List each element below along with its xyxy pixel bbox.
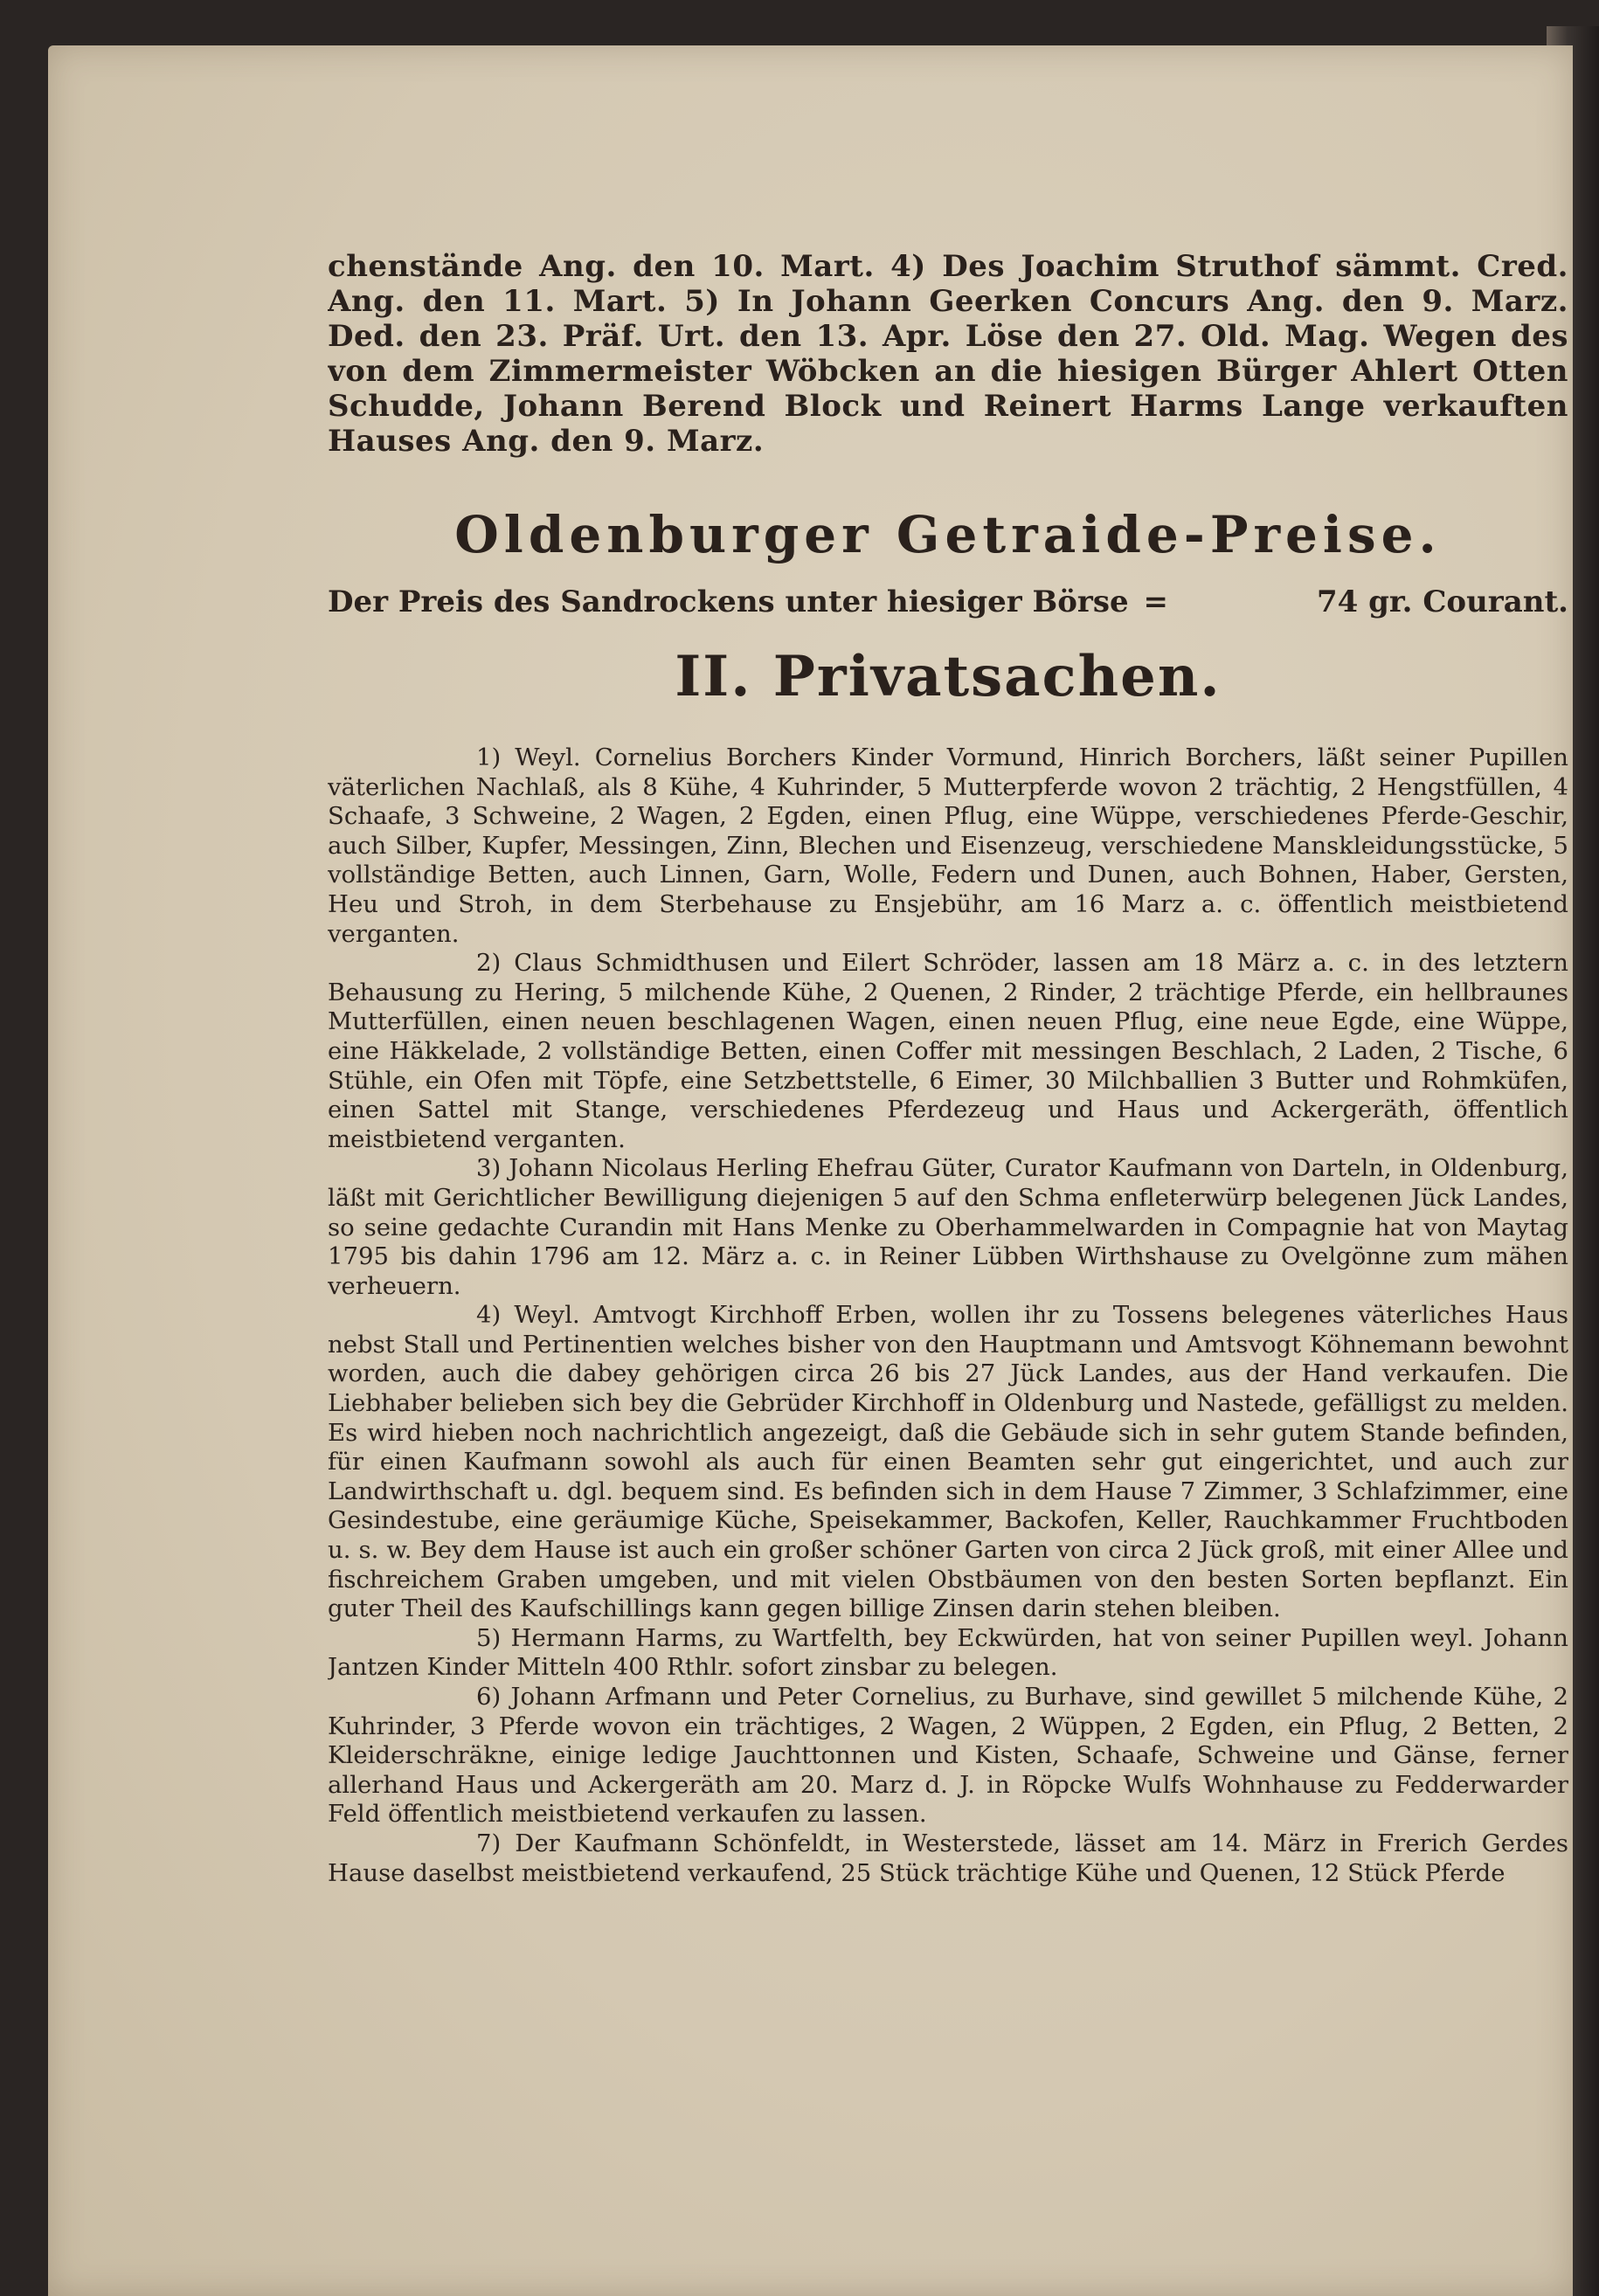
price-value: 74 gr. Courant. [1316, 584, 1568, 619]
private-matters-heading: II. Privatsachen. [675, 644, 1222, 709]
notice-item: 4) Weyl. Amtvogt Kirchhoff Erben, wollen ihr zu Tossens belegenes väterliches Haus nebst Stall und Pertinentien welches bisher von den Hauptmann und Amtsvogt Köhnemann bewohnt worden, auch die dabey gehörigen circa 26 bis 27 Jück Landes, aus der Hand verkaufen. Die Liebhaber belieben sich bey die Gebrüder Kirchhoff in Oldenburg und Nastede, gefälligst zu melden. Es wird hieben noch nachrichtlich angezeigt, daß die Gebäude sich in sehr gutem Stande befinden, für einen Kaufmann sowohl als auch für einen Beamten sehr gut eingerichtet, und auch zur Landwirthschaft u. dgl. bequem sind. Es befinden sich in dem Hause 7 Zimmer, 3 Schlafzimmer, eine Gesindestube, eine geräumige Küche, Speisekammer, Backofen, Keller, Rauchkammer Fruchtboden u. s. w. Bey dem Hause ist auch ein großer schöner Garten von circa 2 Jück groß, mit einer Allee und fischreichem Graben umgeben, und mit vielen Obstbäumen von den besten Sorten bepflanzt. Ein guter Theil des Kaufschillings kann gegen billige Zinsen darin stehen bleiben. [328, 1301, 1568, 1623]
price-leader: = [1143, 584, 1168, 619]
notices-list [328, 743, 1568, 1888]
page-content [328, 249, 1568, 2293]
top-paragraph: chenstände Ang. den 10. Mart. 4) Des Joachim Struthof sämmt. Cred. Ang. den 11. Mart. 5) In Johann Geerken Concurs Ang. den 9. Marz. Ded. den 23. Präf. Urt. den 13. Apr. Löse den 27. Old. Mag. Wegen des von dem Zimmermeister Wöbcken an die hiesigen Bürger Ahlert Otten Schudde, Johann Berend Block und Reinert Harms Lange verkauften Hauses Ang. den 9. Marz. [328, 249, 1568, 459]
price-label: Der Preis des Sandrockens unter hiesiger Börse [328, 584, 1129, 619]
notice-item: 7) Der Kaufmann Schönfeldt, in Westerstede, lässet am 14. März in Frerich Gerdes Hause daselbst meistbietend verkaufend, 25 Stück trächtige Kühe und Quenen, 12 Stück Pferde [328, 1829, 1568, 1887]
notice-item: 5) Hermann Harms, zu Wartfelth, bey Eckwürden, hat von seiner Pupillen weyl. Johann Jantzen Kinder Mitteln 400 Rthlr. sofort zinsbar zu belegen. [328, 1623, 1568, 1682]
scan-background-top [48, 0, 1599, 45]
notice-item: 6) Johann Arfmann und Peter Cornelius, zu Burhave, sind gewillet 5 milchende Kühe, 2 Kuhrinder, 3 Pferde wovon ein trächtiges, 2 Wagen, 2 Wüppen, 2 Egden, ein Pflug, 2 Betten, 2 Kleiderschräkne, einige ledige Jauchttonnen und Kisten, Schaafe, Schweine und Gänse, ferner allerhand Haus und Ackergeräth am 20. Marz d. J. in Röpcke Wulfs Wohnhause zu Fedderwarder Feld öffentlich meistbietend verkaufen zu lassen. [328, 1683, 1568, 1829]
notice-item: 2) Claus Schmidthusen und Eilert Schröder, lassen am 18 März a. c. in des letztern Behausung zu Hering, 5 milchende Kühe, 2 Quenen, 2 Rinder, 2 trächtige Pferde, ein hellbraunes Mutterfüllen, einen neuen beschlagenen Wagen, einen neuen Pflug, eine neue Egde, eine Wüppe, eine Häkkelade, 2 vollständige Betten, einen Coffer mit messingen Beschlach, 2 Laden, 2 Tische, 6 Stühle, ein Ofen mit Töpfe, eine Setzbettstelle, 6 Eimer, 30 Milchballien 3 Butter und Rohmküfen, einen Sattel mit Stange, verschiedenes Pferdezeug und Haus und Ackergeräth, öffentlich meistbietend verganten. [328, 949, 1568, 1153]
grain-prices-heading: Oldenburger Getraide-Preise. [454, 505, 1442, 564]
price-line [328, 583, 1568, 621]
notice-item: 3) Johann Nicolaus Herling Ehefrau Güter, Curator Kaufmann von Darteln, in Oldenburg, läßt mit Gerichtlicher Bewilligung diejenigen 5 auf den Schma enfleterwürp belegenen Jück Landes, so seine gedachte Curandin mit Hans Menke zu Oberhammelwarden in Compagnie hat von Maytag 1795 bis dahin 1796 am 12. März a. c. in Reiner Lübben Wirthshause zu Ovelgönne zum mähen verheuern. [328, 1154, 1568, 1300]
notice-item: 1) Weyl. Cornelius Borchers Kinder Vormund, Hinrich Borchers, läßt seiner Pupillen väterlichen Nachlaß, als 8 Kühe, 4 Kuhrinder, 5 Mutterpferde wovon 2 trächtig, 2 Hengstfüllen, 4 Schaafe, 3 Schweine, 2 Wagen, 2 Egden, einen Pflug, eine Wüppe, verschiedenes Pferde-Geschir, auch Silber, Kupfer, Messingen, Zinn, Blechen und Eisenzeug, verschiedene Manskleidungsstücke, 5 vollständige Betten, auch Linnen, Garn, Wolle, Federn und Dunen, auch Bohnen, Haber, Gersten, Heu und Stroh, in dem Sterbehause zu Ensjebühr, am 16 Marz a. c. öffentlich meistbietend verganten. [328, 743, 1568, 948]
